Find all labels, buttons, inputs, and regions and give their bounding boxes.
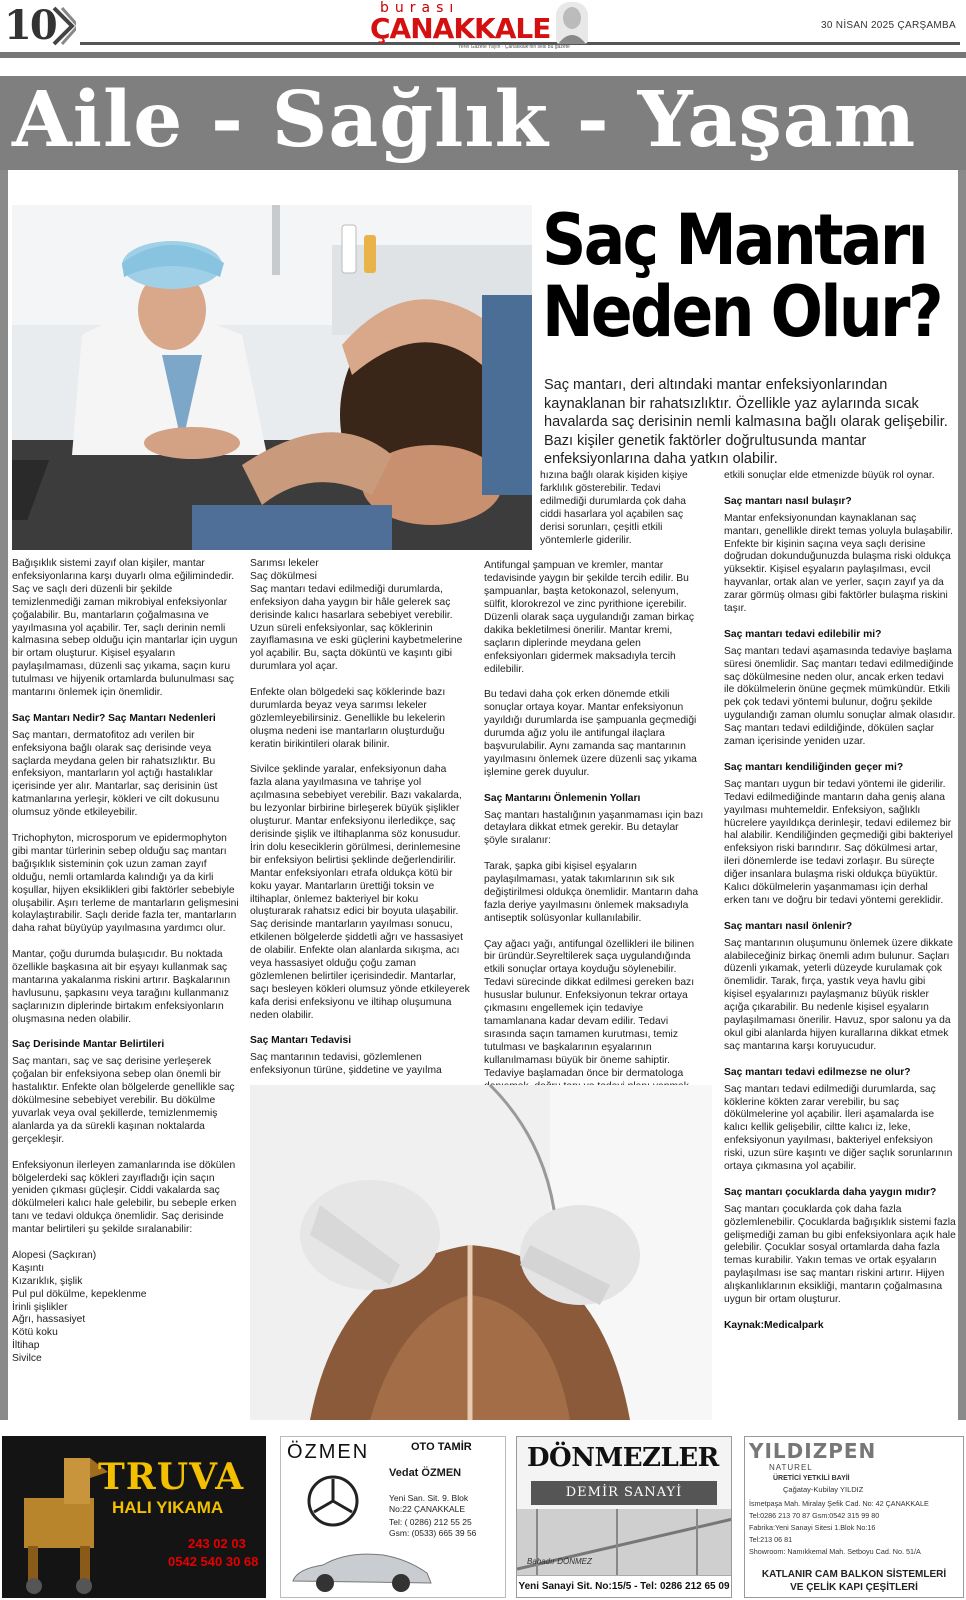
ad-phone: 0542 540 30 68 [168,1554,259,1569]
ad-address: Showroom: Namıkkemal Mah. Setboyu Cad. No. 51/A [749,1547,921,1556]
paragraph: Çay ağacı yağı, antifungal özellikleri ile bilinen bir üründür.Seyreltilerek saça uygulandığında etkili sonuçlar ortaya koyduğu söylenebilir. Tedavi sürecinde dikkat edilmesi gereken bazı hususlar bulunur. Enfeksiyonun tekrar ortaya çıkmasını engellemek için tedaviye tamamlanana kadar devam edilir. Tedavi sırasında saçın tamamen kurutması, temiz tutulması ve başkalarının eşyalarının kullanılmaması büyük bir öneme sahiptir. Tedaviye başlamadan önce bir dermatologa [484,938,695,1079]
paragraph: Mantar enfeksiyonundan kaynaklanan saç mantarı, genellikle direkt temas yoluyla bulaşabilir. Enfekte bir kişinin saçına veya saçlı derisine doğrudan dokunduğunuzda bulaşma riski oldukça yüksektir. Kişisel eşyaların paylaşılması, evcil hayvanlar, ortak alan ve yerler, saçın zayıf ya da zarar görmüş olması gibi faktörler bulaşma riskini taşır. [724,512,953,615]
headline-line-2: Neden Olur? [542,271,941,353]
list-item: İltihap [12,1340,40,1352]
ad-subtitle: OTO TAMİR [411,1441,472,1453]
list-item: İrinli şişlikler [12,1301,68,1313]
frame-right [958,170,966,1420]
article-lead: Saç mantarı, deri altındaki mantar enfeksiyonlarından kaynaklanan bir rahatsızlıktır. Özellikle yaz aylarında sıcak havalarda saç derisinin nemli kalmasına bağlı olarak gelişebilir. Bazı kişiler genetik faktörler doğrultusunda mantar enfeksiyonlarına daha yatkın olabilir. [544,377,948,467]
subheading: Saç mantarı kendiliğinden geçer mi? [724,761,904,773]
iron-structure-icon [517,1509,732,1579]
paragraph: Saç mantarı uygun bir tedavi yöntemi ile giderilir. Tedavi edilmediğinde mantarın daha geniş alana yayılması muhtemeldir. Enfeksiyon, sağlıklı hücrelere yayıldıkça derinleşir, tedavi edilemez bir hal alabilir. Kendiliğinden geçmediği gibi bakteriyel enfeksiyon riski barındırır. Saç dökülmesi artar, ileri dönemlerde ise tedavi zorlaşır. Bu süreçte diğer insanlara bulaşma riski oldukça büyüktür. Kalıcı dökülmelerin yaşanmaması için derhal erken tanı ve doğru bir tedavi yöntemi gereklidir. [724,778,953,906]
ad-subtitle: HALI YIKAMA [112,1498,224,1517]
paragraph: Enfeksiyonun ilerleyen zamanlarında ise dökülen bölgelerdeki saç kökleri zayıfladığı için saçın yeniden çıkması güçleşir. Ciddi vakalarda saç dökülmeleri kalıcı hale gelebilir, bu sebeple erken tanı ve tedavi oldukça önemlidir. Saç derisinde mantar belirtileri şu şekilde sıralanabilir: [12,1159,237,1236]
article-photo-doctor [12,205,532,550]
list-item: Pul pul dökülme, kepeklenme [12,1288,147,1300]
article-column-3 [484,470,704,1106]
ad-donmezler[interactable] [516,1436,732,1598]
portrait-logo [556,2,588,44]
list-item: Sarımsı lekeler [250,558,319,569]
ad-ozmen[interactable] [280,1436,506,1598]
list-item: Alopesi (Saçkıran) [12,1249,97,1261]
page-header [0,0,966,58]
masthead-name: ÇANAKKALE [370,12,551,45]
paragraph: Bağışıklık sistemi zayıf olan kişiler, mantar enfeksiyonlarına karşı duyarlı olma eğilimindedir. Saç ve saçlı deri düzenli bir şekilde temizlenmediği zaman mikrobiyal enfeksiyonlar çoğalabilir. Bu, mantarların çoğalmasına ve yayılmasına yol açabilir. Ter, saçlı derinin nemli kalmasına sebep olduğu için mantarlar için uygun bir ortam oluşturur. Kişisel eşyaların paylaşılmaması, düzenli saç yıkama, saçın kuru tutulması ve hijyenik ortamlarda bulunulması saç mantarını önlemek için önemlidir. [12,558,238,699]
ad-address: İsmetpaşa Mah. Miralay Şefik Cad. No: 42 ÇANAKKALE [749,1499,929,1508]
header-band [0,52,966,58]
ad-subtitle: ÜRETİCİ YETKİLİ BAYİİ [773,1475,850,1482]
subheading: Saç mantarı nasıl önlenir? [724,920,853,932]
article-column-2 [250,558,470,1091]
ad-footer: KATLANIR CAM BALKON SİSTEMLERİ [761,1569,947,1580]
subheading: Saç mantarı tedavi edilebilir mi? [724,628,882,640]
subheading: Saç Derisinde Mantar Belirtileri [12,1039,165,1051]
chevron-right-icon [52,6,76,46]
subheading: Saç mantarı nasıl bulaşır? [724,495,852,507]
ad-subtitle: DEMİR SANAYİ [531,1481,717,1505]
ad-contact-person: Bahadır DÖNMEZ [527,1557,592,1566]
article-column-4 [724,470,956,1337]
paragraph: Antifungal şampuan ve kremler, mantar tedavisinde yaygın bir şekilde tercih edilir. Bu şampuanlar, başta ketokonazol, selenyum, sülfit, klorokrezol ve zinc pyrithione içerebilir. Düzenli olarak saça uygulandığı zaman birkaç dakika bekletilmesi önerilir. Mantar kremi, saçların diplerinde meydana gelen enfeksiyonları gidermek maksadıyla tercih edilebilir. [484,560,695,675]
masthead-sub: Yerel Gazete Yayın · Çanakkale'nin sesi bu gazete [458,44,570,50]
list-item: Kızarıklık, şişlik [12,1275,83,1287]
ad-phone: Tel: ( 0286) 212 55 25 [389,1517,472,1527]
ad-phone: Tel:0286 213 70 87 Gsm:0542 315 99 80 [749,1511,880,1520]
subheading: Saç Mantarını Önlemenin Yolları [484,792,641,804]
ad-yildizpen[interactable] [744,1436,964,1598]
ad-address: Yeni San. Sit. 9. Blok [389,1493,469,1503]
article-column-1 [12,558,240,1366]
paragraph: Sivilce şeklinde yaralar, enfeksiyonun daha fazla alana yayılmasına ve tahrişe yol açılmasına sebebiyet verebilir. Bazı vakalarda, bu lezyonlar birbirine birleşerek büyük şişlikler oluşturur. Mantar enfeksiyonu ilerledikçe, saç derisinde şişlik ve iltihaplanma söz konusudur. İrin dolu keseciklerin görülmesi, derinlemesine bir enfeksiyon belirtisi şeklinde değerlendirilir. Mantar enfeksiyonları etrafa oldukça kötü bir koku yayar. Mantarların ürettiği toksin ve iltihaplar, önlemez bakteriyel bir koku oluşturarak rahatsız edici bir boyuta ulaşabilir. Saç derisinde mantarların yayılması sonucu, etkilenen bölgelerde şiddetli ağrı ve hassasiyet de olabilir. Enfekte olan alanlarda sıkışma, acı veya hassasiyet olduğu çoğu zaman gözlemlenen belirtiler içerisindedir. Mantarlar, saçı besleyen kökleri olumsuz yönde etkileyerek kafa derisi enfeksiyonu ve iltihap oluşumuna neden olabilir. [250,764,470,1021]
paragraph: Mantar, çoğu durumda bulaşıcıdır. Bu noktada özellikle başkasına ait bir eşyayı kullanmak saç mantarına yakalanma riskini artırır. Başkalarının havlusunu, şapkasını veya tarağını kullanmanız saçlarınızın diplerinde birtakım enfeksiyonların oluşmasına neden olabilir. [12,949,231,1025]
ad-address: Fabrika:Yeni Sanayi Sitesi 1.Blok No:16 [749,1523,876,1532]
subheading: Saç Mantarı Tedavisi [250,1035,352,1047]
subheading: Saç mantarı çocuklarda daha yaygın mıdır? [724,1186,937,1198]
list-item: Saç dökülmesi [250,570,317,582]
ad-title: TRUVA [98,1456,245,1498]
list-item: Ağrı, hassasiyet [12,1314,86,1326]
paragraph: Saç mantarı tedavi aşamasında tedaviye başlama süresi önemlidir. Saç mantarı tedavi edilmediğinde saç dökülmesine neden olur, ancak erken tedavi ile dökülmelerin önüne geçmek mümkündür. Etkili pek çok tedavi yöntemi bulunur, doğru şekilde uygulandığı zaman olumlu sonuçlar almak olasıdır. Saç mantarı tedavi edildiğinde, dökülen saçlar zaman içerisinde yeniden uzar. [724,645,956,748]
paragraph: Saç mantarının tedavisi, gözlemlenen enfeksiyonun türüne, şiddetine ve yayılma [250,1052,442,1077]
article-photo-scalp [250,1085,712,1420]
paragraph: Saç mantarı tedavi edilmediği durumlarda, enfeksiyon daha yaygın bir hâle gelerek saç derisinde kalıcı hasarlara sebebiyet verebilir. Uzun süreli enfeksiyonlar, saç köklerinin zayıflamasına ve eski güçlerini kaybetmelerine yol açabilir. Bu, saçta döküntü ve kaşıntı gibi durumlara yol açar. [250,583,463,673]
paragraph: Trichophyton, microsporum ve epidermophyton gibi mantar türlerinin sebep olduğu saç mantarı bağışıklık sisteminin çok uzun zaman zayıf olduğu, nemli ortamlarda kalındığı ya da kirli koşullar, hijyen eksiklikleri gibi faktörler sebebiyle oluşabilir. Aşırı terleme de mantarların gelişmesini kolaylaştırabilir. Saçlı deride fazla ter, mantarların daha rahat büyüyüp yayılmasına yardımcı olur. [12,833,239,935]
ad-phone: 243 02 03 [188,1536,246,1551]
paragraph: Saç mantarı hastalığının yaşanmaması için bazı detaylara dikkat etmek gerekir. Bu detaylar şöyle sıralanır: [484,809,704,847]
subheading: Saç mantarı tedavi edilmezse ne olur? [724,1066,911,1078]
symptom-list [12,1250,240,1366]
ad-truva[interactable] [2,1436,266,1598]
list-item: Sivilce [12,1353,42,1365]
ad-phone: Gsm: (0533) 665 39 56 [389,1528,477,1538]
list-item: Kaşıntı [12,1262,45,1274]
ad-footer: VE ÇELİK KAPI ÇEŞİTLERİ [790,1582,918,1593]
issue-date: 30 NİSAN 2025 ÇARŞAMBA [821,20,956,31]
paragraph: Saç mantarı, saç ve saç derisine yerleşerek çoğalan bir enfeksiyona sebep olan önemli bir hastalıktır. Enfekte olan bölgelerde genellikle saç dökülmesine sebebiyet verebilir. Bu dökülme yuvarlak veya oval şekillerde, temizlenmemiş alanlarda ya da sürekli kaşınan noktalarda gerçekleşir. [12,1056,235,1145]
page-number: 10 [4,2,56,49]
headline-line-1: Saç Mantarı [542,199,927,281]
section-title: Aile - Sağlık - Yaşam [12,75,917,165]
ad-footer: Yeni Sanayi Sit. No:15/5 - Tel: 0286 212 65 09 [517,1575,731,1597]
ad-address: No:22 ÇANAKKALE [389,1504,466,1514]
article-headline [542,199,941,353]
article-source: Kaynak:Medicalpark [724,1319,824,1331]
ad-title: ÖZMEN [287,1441,370,1463]
frame-left [0,170,8,1420]
masthead-top: burası [380,0,460,16]
paragraph: Saç mantarı, dermatofitoz adı verilen bir enfeksiyona bağlı olarak saç derisinde veya saçlarda meydana gelen bir rahatsızlıktır. Bu enfeksiyon, mantarların yol açtığı hastalıklar içerisinde yer alır. Mantarlar, saç derisinin üst katmanlarına yerleşir, kökleri ve cilt dokusunu olumsuz yönde etkileyebilir. [12,729,220,819]
paragraph: hızına bağlı olarak kişiden kişiye farklılık gösterebilir. Tedavi edilmediği durumlarda çok daha ciddi hasarlara yol açabilen saç derisi sorunları, çeşitli etkili yöntemlerle giderilir. [540,470,688,546]
paragraph: Bu tedavi daha çok erken dönemde etkili sonuçlar ortaya koyar. Mantar enfeksiyonun yayıldığı durumlarda ise şampuanla geçmediği durumda ağız yolu ile antifungal ilaçlara başvurulabilir. Aynı zamanda saç mantarının yayılmasını önlemek üzere düzenli saç yıkama işlemine gerek duyulur. [484,689,697,778]
paragraph: Tarak, şapka gibi kişisel eşyaların paylaşılmaması, yatak takımlarının sık sık değiştirilmesi oldukça önemlidir. Mantarın daha fazla deriye yayılmasını önlemek maksadıyla antiseptik solüsyonlar kullanılabilir. [484,861,699,924]
ad-phone: Tel:213 06 81 [749,1535,793,1544]
ad-contact-person: Vedat ÖZMEN [389,1467,462,1479]
paragraph: Saç mantarının oluşumunu önlemek üzere dikkate alabileceğiniz birkaç önemli adım bulunur. Saçları düzenli yıkamak, yeterli düzeyde kurulamak çok önemlidir. Tarak, fırça, yastık veya havlu gibi kişisel eşyalarınızı paylaşmanız büyük riskler açığa çıkarabilir. Bu nedenle kişisel eşyaların paylaşılmaması önerilir. Havuz, spor salonu ya da okul gibi alanlarda hijyen kurallarına dikkat etmek saç mantarına karşı koruyucudur. [724,937,953,1052]
paragraph: Enfekte olan bölgedeki saç köklerinde bazı durumlarda beyaz veya sarımsı lekeler gözlemleyebilirsiniz. Genellikle bu lekelerin oluşma nedeni ise mantarların oluşturduğu keratin birikintileri olarak bilinir. [250,687,446,750]
car-icon [287,1545,437,1595]
paragraph: Saç mantarı tedavi edilmediği durumlarda, saç köklerine kökten zarar verebilir, bu saç dökülmelerine yol açabilir. İleri aşamalarda ise kalıcı kellik gelişebilir, ciltte kalıcı iz, leke, enfeksiyonun yayılması, bakteriyel enfeksiyon riski, uzun süre kaşıntı ve diğer saçlık sorunlarının ortaya çıkmasına yol açabilir. [724,1083,953,1173]
subheading: Saç Mantarı Nedir? Saç Mantarı Nedenleri [12,712,216,724]
ad-brand: NATUREL [769,1463,813,1472]
masthead [370,0,590,50]
ad-title: YILDIZPEN [749,1439,877,1463]
paragraph: Saç mantarı çocuklarda çok daha fazla gözlemlenebilir. Çocuklarda bağışıklık sistemi fazla gelişmediği zaman bu gibi enfeksiyonlara açık hale gelebilir. Çocuklar sosyal ortamlarda daha fazla temas kurabilir. Yakın temas ve ortak eşyaların paylaşılması ise saç mantarı riskini artırır. Hijyen alışkanlıklarının eksikliği, mantarın çoğalmasına uygun bir ortam oluşturur. [724,1203,956,1306]
paragraph: etkili sonuçlar elde etmenizde büyük rol oynar. [724,470,935,481]
list-item: Kötü koku [12,1327,58,1339]
ad-contact-person: Çağatay-Kubilay YILDIZ [783,1485,864,1494]
ad-title: DÖNMEZLER [527,1443,719,1473]
mercedes-logo-icon [303,1471,363,1531]
